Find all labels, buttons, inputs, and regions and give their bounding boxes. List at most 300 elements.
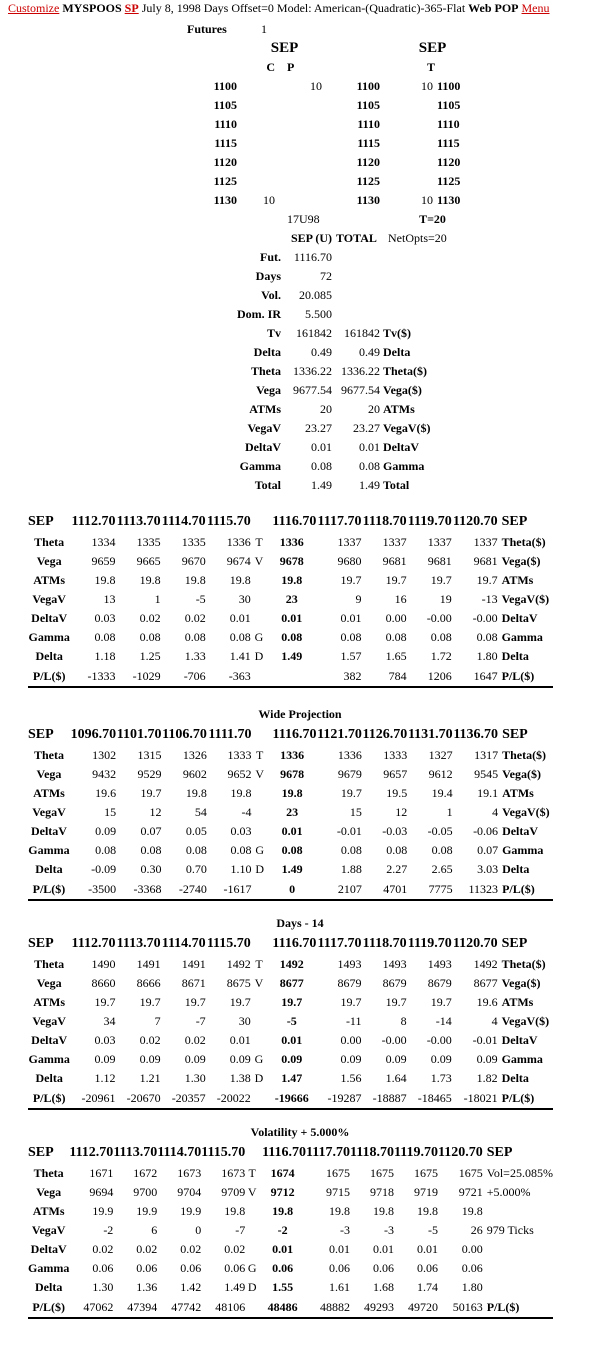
param-label: Dom. IR (237, 307, 281, 321)
row-value: 0.09 (281, 1052, 303, 1066)
row-value: 9694 (89, 1185, 114, 1199)
row-label: VegaV (32, 592, 66, 606)
row-value: 0.01 (281, 1033, 303, 1047)
put-qty (287, 172, 332, 191)
row-value: 0.06 (416, 1261, 438, 1275)
row-value: 0.06 (461, 1261, 483, 1275)
row-value: 19.7 (229, 995, 251, 1009)
price-header: 1111.70 (208, 727, 252, 742)
row-value: -19287 (316, 1088, 361, 1109)
greek-label: DeltaV (245, 440, 281, 454)
row-value: 0.05 (185, 824, 207, 838)
row-value: 0.01 (281, 824, 303, 838)
row-label: Vega (36, 1185, 62, 1199)
row-value: 49293 (350, 1297, 394, 1318)
row-value: 19.7 (139, 995, 161, 1009)
row-value: 19.7 (340, 995, 362, 1009)
row-label: Theta (34, 957, 65, 971)
row-right-label: VegaV($) (501, 1014, 550, 1028)
total-qty: 10 (421, 193, 433, 207)
param-value: 20.085 (299, 288, 332, 302)
call-qty (237, 115, 287, 134)
row-value: 1.61 (329, 1280, 351, 1294)
projection-row (28, 1050, 553, 1069)
price-header: 1131.70 (407, 727, 453, 742)
row-value: 9612 (428, 767, 453, 781)
price-header: 1118.70 (350, 1145, 394, 1160)
row-label: ATMs (33, 786, 65, 800)
row-value: 1.72 (430, 649, 452, 663)
row-value: 1647 (452, 666, 498, 687)
row-value: -14 (435, 1014, 452, 1028)
projection-row (28, 879, 553, 900)
row-value: 0.07 (140, 824, 162, 838)
row-value: 9718 (370, 1185, 394, 1199)
row-value: 0.03 (94, 611, 116, 625)
row-value: -5 (195, 592, 206, 606)
row-value: 1.73 (430, 1071, 452, 1085)
row-value: -2 (103, 1223, 114, 1237)
row-value: 19.8 (416, 1204, 438, 1218)
row-label: P/L($) (28, 1088, 70, 1109)
row-label: ATMs (33, 995, 66, 1009)
greek-label: Theta (251, 364, 281, 378)
row-value: -2 (277, 1223, 288, 1237)
put-qty (287, 134, 332, 153)
row-value: 15 (349, 805, 362, 819)
row-value: 19.6 (95, 786, 117, 800)
row-value: 19.8 (329, 1204, 351, 1218)
row-value: 19.8 (281, 573, 303, 587)
row-value: 19.7 (430, 995, 452, 1009)
row-value: 1.68 (373, 1280, 394, 1294)
row-value: 0.03 (230, 824, 252, 838)
row-value: 19.5 (386, 786, 408, 800)
row-value: -1617 (207, 879, 252, 900)
row-marker (251, 571, 267, 590)
row-value: 8677 (279, 976, 304, 990)
customize-link[interactable]: Customize (8, 1, 60, 15)
row-value: -0.00 (381, 1033, 407, 1047)
row-value: 1.57 (340, 649, 362, 663)
price-header: 1096.70 (70, 727, 117, 742)
row-value: 0.08 (184, 630, 206, 644)
row-value: 19.8 (230, 786, 252, 800)
greek-right-label: ATMs (383, 402, 415, 416)
row-value: 1.82 (476, 1071, 498, 1085)
price-header: 1119.70 (407, 514, 452, 529)
greek-value-sep: 9677.54 (293, 383, 332, 397)
price-header: 1118.70 (362, 514, 407, 529)
row-label: DeltaV (30, 824, 67, 838)
price-header: 1116.70 (272, 514, 317, 529)
row-right-label: +5.000% (486, 1185, 531, 1199)
row-value: 9709 (221, 1185, 246, 1199)
row-value: 1.65 (385, 649, 407, 663)
greek-row (187, 457, 555, 476)
row-value: 8679 (427, 976, 452, 990)
position-row (187, 191, 555, 210)
row-value: 1.49 (224, 1280, 246, 1294)
position-row (187, 172, 555, 191)
greek-row (187, 438, 555, 457)
row-value: 1.47 (281, 1071, 303, 1085)
row-value: 19.8 (139, 573, 161, 587)
row-value: 1.38 (229, 1071, 251, 1085)
param-value: 72 (320, 269, 332, 283)
row-right-label: Delta (501, 649, 529, 663)
projection-row (28, 1259, 553, 1278)
row-value: 0.09 (229, 1052, 251, 1066)
row-value: 0.09 (340, 1052, 362, 1066)
row-value: 19.8 (185, 786, 207, 800)
price-header: 1115.70 (206, 936, 251, 951)
strike-left: 1100 (213, 79, 237, 93)
strike-left: 1130 (213, 193, 237, 207)
row-value: 1675 (326, 1166, 351, 1180)
strike-left: 1105 (213, 98, 237, 112)
row-value: 0.09 (139, 1052, 161, 1066)
projection-row (28, 552, 553, 571)
row-marker (245, 1202, 259, 1221)
row-marker: V (255, 767, 264, 781)
greek-row (187, 419, 555, 438)
row-label: Theta (33, 1166, 64, 1180)
strike-mid: 1130 (356, 193, 380, 207)
row-value: 0.08 (386, 843, 408, 857)
row-right-label: Gamma (501, 1052, 543, 1066)
row-right-label: DeltaV (501, 1033, 538, 1047)
greek-value-sep: 1336.22 (293, 364, 332, 378)
row-value: 0.02 (224, 1242, 246, 1256)
row-label: Vega (36, 554, 62, 568)
price-header: 1115.70 (201, 1145, 246, 1160)
row-right-label: Theta($) (502, 748, 547, 762)
row-label: VegaV (31, 1223, 66, 1237)
row-value: 8679 (337, 976, 362, 990)
total-qty (380, 153, 435, 172)
row-value: 9657 (383, 767, 408, 781)
row-value: 1336 (280, 748, 305, 762)
greek-right-label: VegaV($) (383, 421, 431, 435)
row-value: 19.8 (94, 573, 116, 587)
row-value: 1.41 (229, 649, 251, 663)
row-marker (251, 590, 267, 609)
projection-row (28, 1069, 553, 1088)
row-label: VegaV (32, 1014, 66, 1028)
row-value: 1.80 (461, 1280, 483, 1294)
price-header: 1120.70 (452, 936, 498, 951)
greek-value-total: 23.27 (353, 421, 380, 435)
price-header: 1114.70 (161, 514, 206, 529)
row-value: 48486 (259, 1297, 306, 1318)
row-value: 8660 (91, 976, 116, 990)
projection-table (28, 724, 553, 901)
greek-label: Delta (253, 345, 281, 359)
strike-mid: 1115 (357, 136, 380, 150)
projection-row (28, 1240, 553, 1259)
total-qty: 10 (421, 79, 433, 93)
price-header: 1119.70 (394, 1145, 438, 1160)
row-marker (252, 879, 268, 900)
projection-row (28, 1088, 553, 1109)
row-marker: D (255, 862, 264, 876)
row-value: 11323 (453, 879, 498, 900)
row-value: -0.03 (382, 824, 408, 838)
strike-left: 1125 (213, 174, 237, 188)
row-value: 8671 (181, 976, 206, 990)
row-value: 19.8 (281, 786, 303, 800)
put-qty (287, 191, 332, 210)
menu-link[interactable]: Menu (521, 1, 550, 15)
price-header: 1117.70 (317, 514, 362, 529)
row-value: 0.08 (385, 630, 407, 644)
row-value: 0.09 (94, 1052, 116, 1066)
row-value: 1327 (428, 748, 453, 762)
row-value: 9545 (474, 767, 499, 781)
row-right-label (483, 1278, 553, 1297)
sp-link[interactable]: SP (124, 1, 139, 15)
position-row (187, 77, 555, 96)
strike-right: 1115 (437, 136, 460, 150)
row-value: 0.01 (272, 1242, 294, 1256)
row-label: Gamma (28, 843, 70, 857)
row-value: 19.7 (476, 573, 498, 587)
footer-t: T=20 (419, 212, 446, 226)
row-value: 1493 (337, 957, 362, 971)
footer-code: 17U98 (287, 212, 320, 226)
row-label: Delta (35, 1071, 63, 1085)
projection-row (28, 1164, 553, 1183)
projection-header-row (28, 724, 553, 746)
row-value: 4701 (362, 879, 407, 900)
row-value: 12 (149, 805, 162, 819)
row-marker: T (255, 535, 263, 549)
strike-mid: 1105 (356, 98, 380, 112)
greek-value-sep: 0.01 (311, 440, 332, 454)
row-right-label: Theta($) (501, 957, 546, 971)
row-value: 19.7 (385, 573, 407, 587)
row-value: 19.7 (385, 995, 407, 1009)
row-value: 19.7 (94, 995, 116, 1009)
param-label: Days (255, 269, 281, 283)
row-value: 1492 (473, 957, 498, 971)
row-value: 0.00 (340, 1033, 362, 1047)
row-value: -363 (206, 666, 251, 687)
row-value: 1302 (92, 748, 117, 762)
projection-row (28, 590, 553, 609)
row-right-label: P/L($) (498, 1088, 553, 1109)
row-value: 19.7 (140, 786, 162, 800)
row-value: 1315 (137, 748, 162, 762)
projection-row (28, 974, 553, 993)
price-header: 1112.70 (69, 1145, 114, 1160)
row-value: -0.00 (426, 1033, 452, 1047)
row-label: Gamma (28, 1052, 70, 1066)
row-marker (251, 1088, 267, 1109)
price-header: 1112.70 (71, 936, 116, 951)
row-value: 1337 (337, 535, 362, 549)
row-value: 784 (362, 666, 407, 687)
call-qty (237, 153, 287, 172)
projection-row (28, 803, 553, 822)
row-value: 0.09 (385, 1052, 407, 1066)
row-value: 1317 (474, 748, 499, 762)
row-right-label: Vol=25.085% (486, 1166, 553, 1180)
row-label: Theta (34, 535, 65, 549)
call-qty: 10 (263, 193, 275, 207)
projection-month: SEP (28, 1145, 54, 1160)
row-value: 9678 (280, 767, 305, 781)
total-label: TOTAL (336, 231, 377, 245)
price-header: 1113.70 (116, 936, 161, 951)
row-label: DeltaV (30, 1242, 67, 1256)
row-value: 1675 (458, 1166, 483, 1180)
row-value: 2107 (317, 879, 362, 900)
row-value: 0.70 (185, 862, 207, 876)
month-right: SEP (418, 40, 447, 56)
row-value: 19.8 (461, 1204, 483, 1218)
row-value: 2.65 (431, 862, 453, 876)
total-qty (380, 96, 435, 115)
row-value: 1 (154, 592, 161, 606)
row-right-label: DeltaV (501, 611, 538, 625)
row-value: 0.02 (184, 611, 206, 625)
row-value: 1492 (279, 957, 304, 971)
row-value: 0.08 (281, 843, 303, 857)
row-right-label: VegaV($) (502, 805, 550, 819)
row-value: -7 (195, 1014, 206, 1028)
sep-u-label: SEP (U) (290, 231, 332, 245)
row-value: 0.02 (180, 1242, 202, 1256)
total-qty (380, 115, 435, 134)
projection-title: Days - 14 (276, 916, 324, 930)
row-value: 0.06 (329, 1261, 351, 1275)
row-value: 0.30 (140, 862, 162, 876)
price-header: 1117.70 (317, 936, 362, 951)
projection-row (28, 666, 553, 687)
price-header: 1116.70 (272, 936, 317, 951)
row-value: 0.08 (140, 843, 162, 857)
projection-row (28, 784, 553, 803)
row-value: 1.25 (139, 649, 161, 663)
greek-row (187, 362, 555, 381)
row-value (267, 666, 316, 687)
row-value: -0.06 (473, 824, 499, 838)
row-value: 9678 (279, 554, 304, 568)
row-value: -2740 (162, 879, 207, 900)
strike-right: 1110 (437, 117, 460, 131)
row-label: ATMs (32, 1204, 65, 1218)
row-marker (245, 1240, 259, 1259)
row-value: 48106 (201, 1297, 245, 1318)
position-row (187, 153, 555, 172)
row-marker: T (255, 748, 264, 762)
row-value: 9679 (337, 767, 362, 781)
projection-row (28, 609, 553, 628)
row-value: 15 (104, 805, 117, 819)
row-value: 9659 (91, 554, 116, 568)
row-value: 1675 (413, 1166, 438, 1180)
price-header: 1136.70 (453, 727, 499, 742)
row-value: -3500 (70, 879, 116, 900)
position-row (187, 96, 555, 115)
strike-mid: 1120 (356, 155, 380, 169)
row-value: -11 (345, 1014, 362, 1028)
row-value: -20961 (70, 1088, 115, 1109)
info-text: July 8, 1998 Days Offset=0 Model: American-(Quadratic)-365-Flat (141, 1, 466, 15)
call-qty (237, 77, 287, 96)
row-value: 1326 (182, 748, 207, 762)
greek-value-sep: 1.49 (311, 478, 332, 492)
price-header: 1121.70 (317, 727, 362, 742)
row-marker: V (247, 1185, 257, 1199)
col-p-header: P (287, 60, 295, 74)
row-value: -0.01 (336, 824, 362, 838)
projection-row (28, 1012, 553, 1031)
greek-row (187, 324, 555, 343)
row-value: 30 (238, 1014, 251, 1028)
greek-value-total: 20 (368, 402, 380, 416)
row-value: 1.56 (340, 1071, 362, 1085)
row-value: 1.21 (139, 1071, 161, 1085)
row-value: 9681 (473, 554, 498, 568)
price-header: 1120.70 (437, 1145, 483, 1160)
row-right-label: Vega($) (501, 554, 541, 568)
put-qty (287, 96, 332, 115)
row-label: Delta (35, 649, 63, 663)
row-value: 0.08 (185, 843, 207, 857)
greek-right-label: Theta($) (383, 364, 427, 378)
row-value: 1491 (181, 957, 206, 971)
row-value: 4 (492, 805, 499, 819)
row-value: 0.01 (416, 1242, 438, 1256)
row-value: 9712 (270, 1185, 295, 1199)
greek-row (187, 476, 555, 495)
row-right-label: Theta($) (501, 535, 546, 549)
projection-row (28, 746, 553, 765)
row-value: 12 (395, 805, 408, 819)
row-value: -18021 (452, 1088, 498, 1109)
row-value: 1337 (427, 535, 452, 549)
row-right-label (483, 1202, 553, 1221)
row-value: -13 (481, 592, 498, 606)
row-value: 1675 (370, 1166, 394, 1180)
param-value: 5.500 (305, 307, 332, 321)
row-marker: D (254, 649, 264, 663)
row-value: 9721 (458, 1185, 483, 1199)
row-value: 1672 (133, 1166, 158, 1180)
row-marker (251, 666, 267, 687)
price-header: 1119.70 (407, 936, 452, 951)
row-value: 9680 (337, 554, 362, 568)
projection-row (28, 628, 553, 647)
projection-table (28, 511, 553, 688)
greek-value-total: 0.49 (359, 345, 380, 359)
row-right-label: 979 Ticks (486, 1223, 534, 1237)
projection-month-right: SEP (486, 1145, 513, 1160)
greek-value-sep: 20 (320, 402, 332, 416)
row-marker (252, 784, 268, 803)
projection-month: SEP (28, 936, 54, 951)
row-value: 1492 (226, 957, 251, 971)
row-value: 19.9 (180, 1204, 202, 1218)
row-marker (251, 1031, 267, 1050)
put-qty (287, 115, 332, 134)
strike-right: 1100 (437, 79, 461, 93)
row-value: 7 (154, 1014, 161, 1028)
row-value: 19 (439, 592, 452, 606)
